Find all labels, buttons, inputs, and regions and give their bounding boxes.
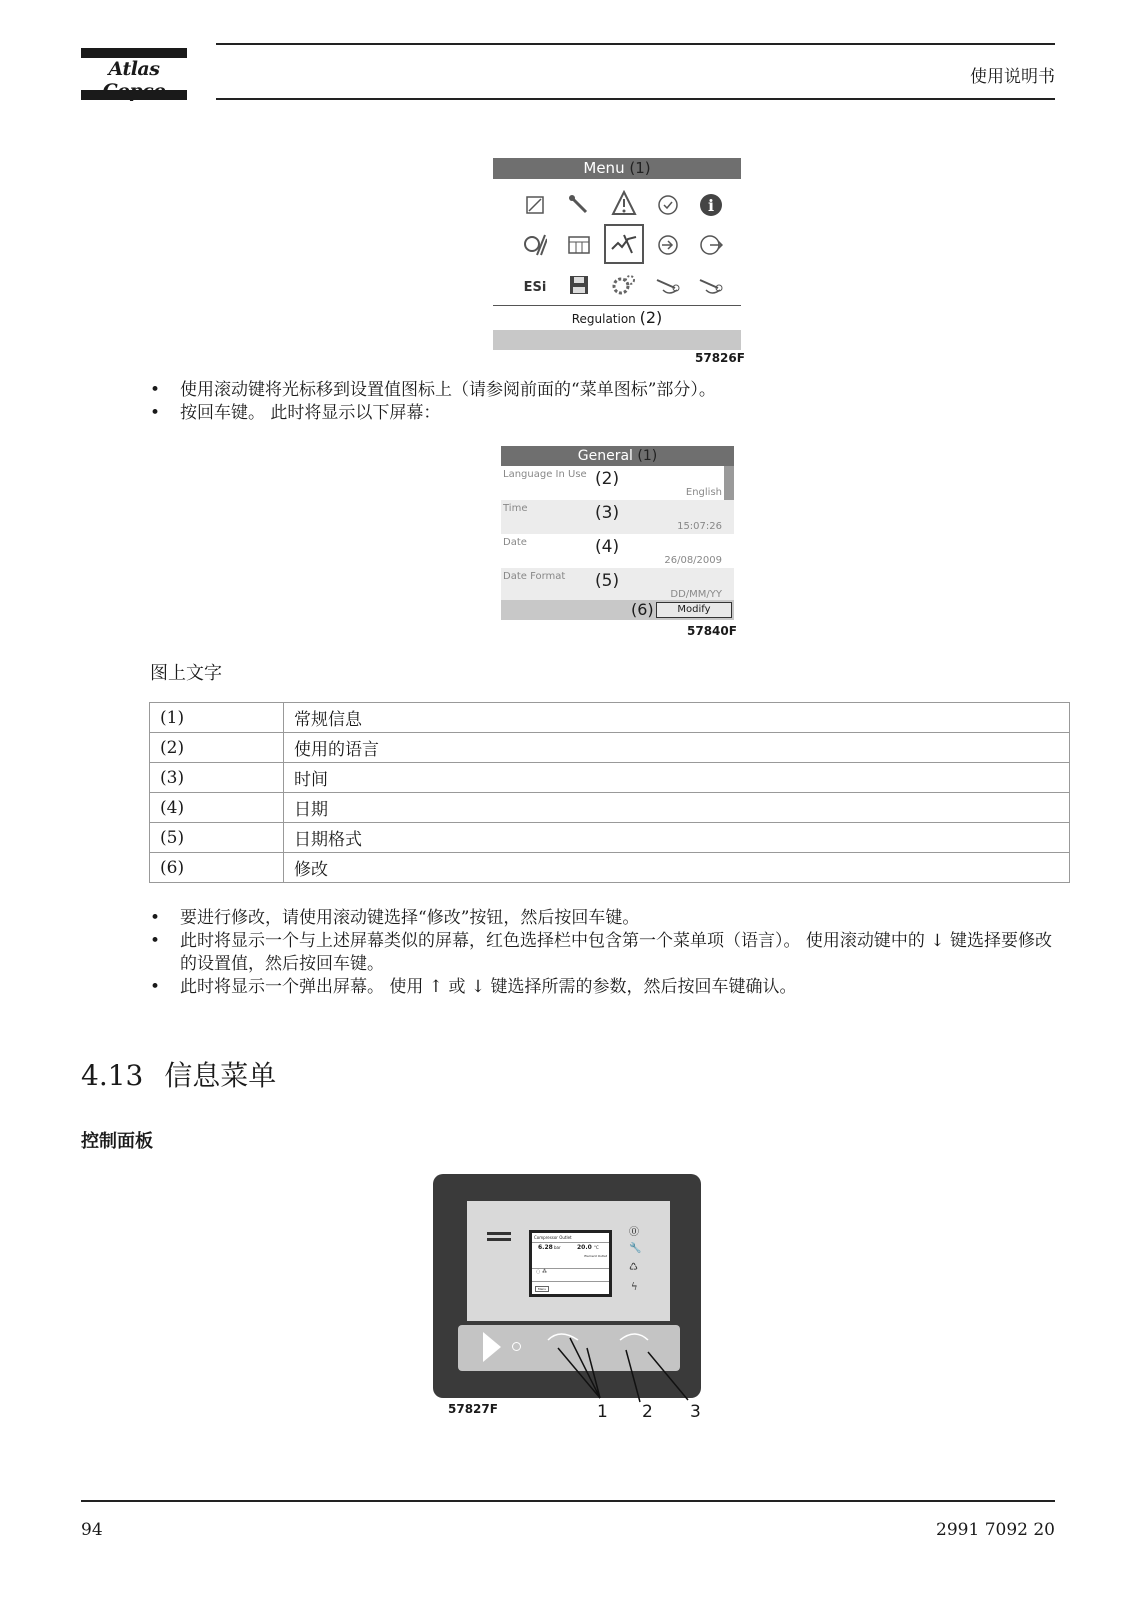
access-level-icon <box>697 231 725 259</box>
lcd-state-row: ◌ ⁂ <box>532 1268 609 1282</box>
general-title-callout: (1) <box>637 448 658 464</box>
callout-1: 1 <box>597 1402 608 1422</box>
test-icon <box>521 231 549 259</box>
logo-bar-bottom <box>81 90 187 100</box>
figure1-code: 57826F <box>695 351 745 365</box>
legend-key: (2) <box>150 733 284 763</box>
setting-label: Date Format <box>503 571 566 582</box>
setting-value: 26/08/2009 <box>664 555 722 566</box>
menu-title: Menu <box>583 159 625 177</box>
menu-screen-footer <box>493 330 741 350</box>
callout-2: 2 <box>642 1402 653 1422</box>
counter-icon <box>654 231 682 259</box>
setting-callout: (3) <box>595 503 620 523</box>
menu-title-callout: (1) <box>629 159 651 177</box>
setting-row-time[interactable] <box>501 500 734 534</box>
lcd-temperature-unit: °C <box>594 1245 599 1250</box>
general-screen-figure <box>501 446 734 620</box>
lcd-line: Compressor Outlet <box>532 1233 609 1243</box>
setting-row-date[interactable] <box>501 534 734 568</box>
instruction-item: • 按回车键。 此时将显示以下屏幕： <box>150 402 716 425</box>
legend-table <box>149 702 1070 883</box>
menu-screen-figure <box>493 158 741 346</box>
service-wrench-icon <box>565 191 593 219</box>
page-number: 94 <box>81 1520 103 1540</box>
info-icon <box>697 191 725 219</box>
setting-label: Time <box>503 503 528 514</box>
lcd-temperature: 20.0 <box>577 1244 592 1251</box>
header-rule-top <box>216 43 1055 45</box>
table-row <box>150 823 1070 853</box>
instruction-item: • 此时将显示一个与上述屏幕类似的屏幕，红色选择栏中包含第一个菜单项（语言）。 使用滚动键中的 ↓ 键选择要修改的设置值，然后按回车键。 <box>150 930 1065 976</box>
legend-title: 图上文字 <box>150 663 222 684</box>
weekly-timer-icon <box>565 231 593 259</box>
event-history-icon <box>610 189 638 217</box>
lcd-pressure-unit: bar <box>554 1245 561 1250</box>
setting-callout: (4) <box>595 537 620 557</box>
instruction-item: • 要进行修改，请使用滚动键选择“修改”按钮，然后按回车键。 <box>150 907 1065 930</box>
callout-3: 3 <box>690 1402 701 1422</box>
table-row <box>150 763 1070 793</box>
legend-text: 日期 <box>284 793 1070 823</box>
lcd-menu-button: Menu <box>535 1286 549 1292</box>
timer-icon <box>654 191 682 219</box>
legend-text: 使用的语言 <box>284 733 1070 763</box>
regulation-icon[interactable] <box>604 224 644 264</box>
section-number: 4.13 <box>81 1059 144 1092</box>
legend-key: (4) <box>150 793 284 823</box>
figure3-code: 57827F <box>448 1402 498 1416</box>
power-led-icon: ⓪ <box>629 1227 639 1238</box>
table-row <box>150 853 1070 883</box>
svg-text:i: i <box>707 196 715 215</box>
document-number: 2991 7092 20 <box>936 1520 1055 1540</box>
inputs-icon <box>521 191 549 219</box>
panel-logo-mark <box>487 1232 511 1235</box>
menu-screen-titlebar <box>493 158 741 179</box>
setting-row-language[interactable] <box>501 466 734 500</box>
esi-icon: ESi <box>523 279 547 295</box>
modify-button[interactable]: Modify <box>656 602 732 618</box>
figure2-code: 57840F <box>687 624 737 638</box>
header-title: 使用说明书 <box>970 67 1055 87</box>
instruction-item: • 使用滚动键将光标移到设置值图标上（请参阅前面的“菜单图标”部分）。 <box>150 379 716 402</box>
menu-icon-grid <box>493 179 741 305</box>
table-row <box>150 793 1070 823</box>
setting-callout: (2) <box>595 469 620 489</box>
menu-status-text: Regulation <box>571 312 636 326</box>
instruction-item: • 此时将显示一个弹出屏幕。 使用 ↑ 或 ↓ 键选择所需的参数，然后按回车键确认。 <box>150 976 1065 999</box>
setting-label: Language In Use <box>503 469 587 480</box>
panel-logo-mark <box>487 1238 511 1241</box>
brand-logo: Atlas <box>108 58 160 80</box>
setting-callout: (5) <box>595 571 620 591</box>
general-screen-titlebar <box>501 446 734 466</box>
legend-key: (1) <box>150 703 284 733</box>
menu-status-line <box>493 305 741 330</box>
general-title: General <box>577 448 633 464</box>
instruction-list-1 <box>150 379 716 425</box>
section-title: 信息菜单 <box>164 1059 277 1092</box>
menu-status-callout: (2) <box>639 308 663 327</box>
settings-gear-icon <box>610 271 638 299</box>
lcd-pressure: 6.28 <box>538 1244 553 1251</box>
header-rule-bottom <box>216 98 1055 100</box>
subsection-heading: 控制面板 <box>81 1131 153 1152</box>
legend-text: 时间 <box>284 763 1070 793</box>
panel-lcd <box>529 1230 612 1297</box>
legend-text: 修改 <box>284 853 1070 883</box>
modify-callout: (6) <box>631 600 654 619</box>
lcd-status: Element Outlet <box>584 1254 607 1258</box>
section-heading <box>81 1054 276 1094</box>
setting-value: English <box>685 487 722 498</box>
setting-value: 15:07:26 <box>677 521 722 532</box>
service-led-icon: 🔧 <box>629 1243 642 1254</box>
footer-rule <box>81 1500 1055 1502</box>
general-screen-bottom-bar <box>501 600 734 620</box>
service-plan-b-icon <box>697 271 725 299</box>
alarm-led-icon: ♺ <box>629 1262 638 1273</box>
legend-key: (3) <box>150 763 284 793</box>
service-plan-a-icon <box>654 271 682 299</box>
setting-row-date-format[interactable] <box>501 568 734 602</box>
save-icon <box>565 271 593 299</box>
legend-text: 日期格式 <box>284 823 1070 853</box>
setting-label: Date <box>503 537 527 548</box>
lcd-readings <box>532 1243 609 1254</box>
logo-bar-top <box>81 48 187 58</box>
legend-key: (5) <box>150 823 284 853</box>
table-row <box>150 733 1070 763</box>
voltage-led-icon: ϟ <box>631 1282 638 1293</box>
legend-text: 常规信息 <box>284 703 1070 733</box>
legend-key: (6) <box>150 853 284 883</box>
setting-value: DD/MM/YY <box>670 589 722 600</box>
table-row <box>150 703 1070 733</box>
instruction-list-2 <box>150 907 1065 999</box>
